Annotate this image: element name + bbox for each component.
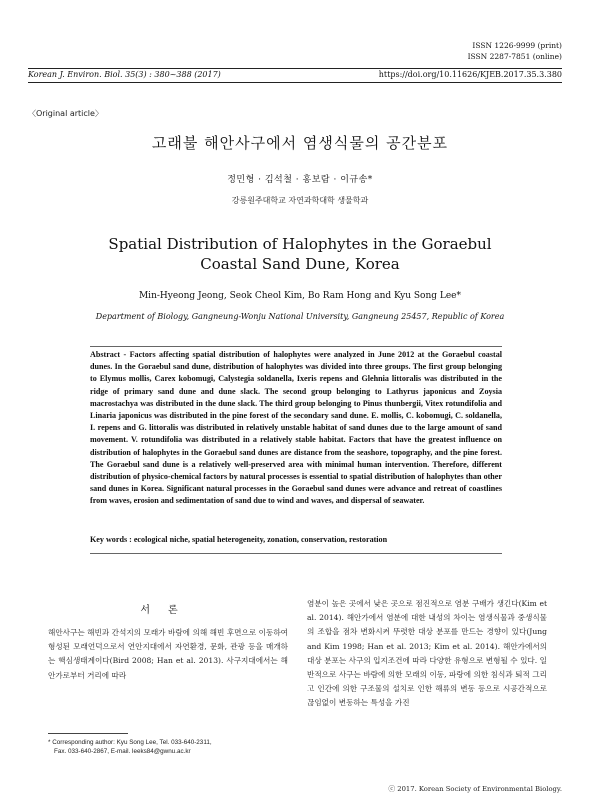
corresponding-author-footnote [48,738,288,756]
issn-block [468,40,562,62]
keywords: Key words : ecological niche, spatial heterogeneity, zonation, conservation, restoration [90,535,388,544]
footnote-line-1: * Corresponding author: Kyu Song Lee, Tel. 033-640-2311, [48,739,212,746]
english-title-line-2: Coastal Sand Dune, Korea [200,255,400,273]
doi-link[interactable]: https://doi.org/10.11626/KJEB.2017.35.3.380 [378,70,562,79]
header-rule-top [28,68,562,69]
journal-line [28,70,562,79]
header-rule-bottom [28,82,562,83]
copyright-notice: ⓒ 2017. Korean Society of Environmental Biology. [388,785,562,793]
body-column-left: 해안사구는 해빈과 간석지의 모래가 바람에 의해 해빈 후면으로 이동하여 형성된 모래언덕으로서 연안지대에서 자연환경, 문화, 관광 등을 매개하는 핵심생태계이다(Bird 2008; Han et al. 2013). 사구지대에서는 해안가로부터 거리에 따라 [48,628,288,680]
body-column-right: 염분이 높은 곳에서 낮은 곳으로 점진적으로 염분 구배가 생긴다(Kim et al. 2014). 해안가에서 염분에 대한 내성의 차이는 염생식물과 중생식물의 조합을 점차 변화시켜 뚜렷한 대상 분포를 만드는 경향이 있다(Jung and Kim 1998; Han et al. 2013; Kim et al. 2014). 해안가에서의 대상 분포는 사구의 입지조건에 따라 다양한 유형으로 변형될 수 있다. 일반적으로 사구는 바람에 의한 모래의 이동, 파랑에 의한 침식과 퇴적 그리고 인간에 의한 구조물의 설치로 인한 해류의 변동 등으로 시공간적으로 끊임없이 변동하는 특성을 가진 [307,599,547,708]
footnote-line-2: Fax. 033-640-2867, E-mail. leeks84@gwnu.ac.kr [54,748,191,755]
english-title-line-1: Spatial Distribution of Halophytes in the Goraebul [108,235,492,253]
abstract-box [90,346,502,554]
english-affiliation: Department of Biology, Gangneung-Wonju National University, Gangneung 25457, Republic of Korea [95,312,505,321]
issn-online: ISSN 2287-7851 (online) [467,52,562,61]
abstract-text: Abstract - Factors affecting spatial distribution of halophytes were analyzed in June 2012 at the Goraebul coastal dunes. In the Goraebul sand dune, distribution of halophytes was divided into three groups. The first group belonging to Elymus mollis, Carex kobomugi, Calystegia soldanella, Ixeris repens and Glehnia littoralis was distributed in the ridge of primary sand dune and dune slack. The second group belonging to Lathyrus japonicus and Zoysia macrostachya was distributed in the dune slack. The third group belonging to Pinus thunbergii, Vitex rotundifolia and Linaria japonicus was distributed in the pine forest of the secondary sand dune. E. mollis, C. kobomugi, C. soldanella, I. repens and G. littoralis was distributed in relatively unstable habitat of sand dunes due to the large amount of sand movement. V. rotundifolia was distributed in a relatively stable habitat. Factors that have the greatest influence on distribution of halophytes in the Goraebul sand dunes are distance from the seashore, topography, and the pine forest. The Goraebul sand dune is a relatively well-preserved area with minimal human intervention. Therefore, different distribution of physico-chemical factors by natural processes is essential to spatial distribution of halophytes than other sand dunes in Korea. Significant natural processes in the Goraebul sand dunes were advance and retreat of coastlines from waves, erosion and sedimentation of sand due to wind and waves, and dispersal of seawater. [90,350,502,506]
korean-affiliation: 강릉원주대학교 자연과학대학 생물학과 [231,196,369,205]
section-title-introduction: 서론 [140,605,196,616]
english-title [0,234,600,274]
english-authors: Min-Hyeong Jeong, Seok Cheol Kim, Bo Ram Hong and Kyu Song Lee* [138,291,462,301]
journal-reference: Korean J. Environ. Biol. 35(3) : 380~388 (2017) [28,70,221,79]
korean-title: 고래불 해안사구에서 염생식물의 공간분포 [151,134,449,152]
issn-print: ISSN 1226-9999 (print) [472,41,562,50]
article-type-label: 〈Original article〉 [28,109,103,118]
korean-authors: 정민형 · 김석철 · 홍보람 · 이규송* [227,175,373,185]
footnote-rule [48,733,128,734]
